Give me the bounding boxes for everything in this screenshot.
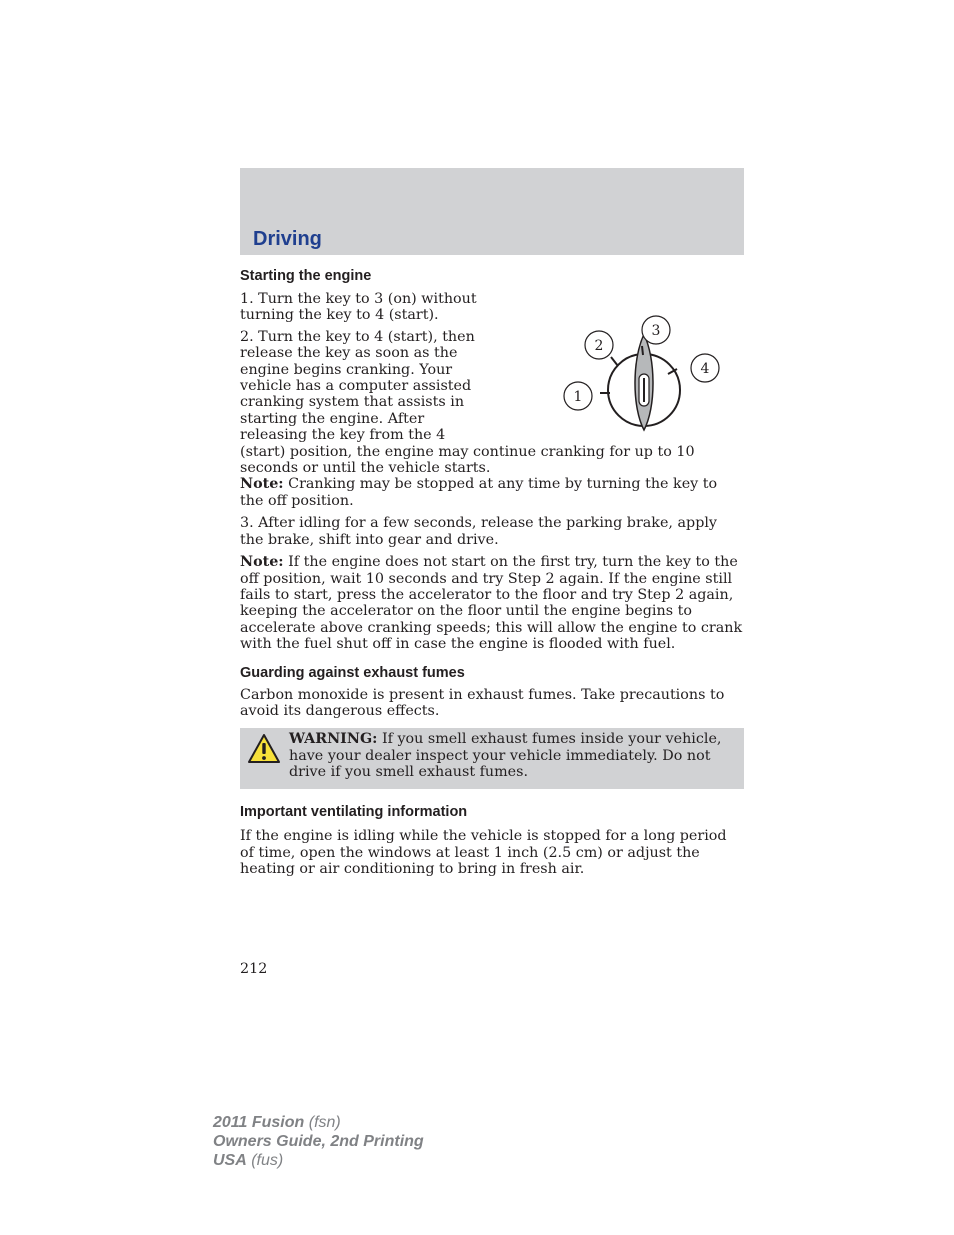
heading-starting-engine: Starting the engine — [240, 268, 372, 284]
position-2-label: 2 — [594, 338, 604, 354]
footer-line-3 — [213, 1151, 424, 1170]
position-3-label: 3 — [651, 323, 661, 339]
page-number: 212 — [240, 961, 268, 977]
step-1-text: 1. Turn the key to 3 (on) without turning the key to 4 (start). — [240, 291, 477, 324]
note-engine-fails — [240, 554, 744, 652]
note-text: Cranking may be stopped at any time by turning the key to the off position. — [240, 476, 718, 509]
footer-market-code: (fus) — [246, 1152, 284, 1169]
warning-text: If you smell exhaust fumes inside your vehicle, have your dealer inspect your vehicle immediately. Do not drive if you smell exhaust fumes. — [289, 731, 722, 781]
step-3-text: 3. After idling for a few seconds, release the parking brake, apply the brake, shift into gear and drive. — [240, 515, 717, 548]
note-label: Note: — [240, 554, 284, 571]
note-text: If the engine does not start on the first try, turn the key to the off position, wait 10 seconds and try Step 2 again. If the engine still fails to start, press the accelerator to the floor and try Step 2 again, keeping the accelerator on the floor until the engine begins to accelerate above cranking speeds; this will allow the engine to crank with the fuel shut off in case the engine is flooded with fuel. — [240, 554, 743, 653]
exhaust-text: Carbon monoxide is present in exhaust fumes. Take precautions to avoid its dangerous effects. — [240, 686, 725, 719]
footer-line-1 — [213, 1113, 424, 1132]
section-header-band — [240, 168, 744, 255]
warning-triangle-icon — [247, 733, 281, 765]
ignition-switch-illustration — [492, 289, 734, 433]
position-1-label: 1 — [573, 389, 583, 405]
ventilating-text: If the engine is idling while the vehicle is stopped for a long period of time, open the windows at least 1 inch (2.5 cm) or adjust the heating or air conditioning to bring in fresh air. — [240, 828, 727, 878]
note-label: Note: — [240, 476, 284, 493]
footer-line-2: Owners Guide, 2nd Printing — [213, 1133, 424, 1150]
footer-market: USA — [213, 1152, 247, 1169]
heading-exhaust-fumes: Guarding against exhaust fumes — [240, 664, 465, 681]
footer-model: 2011 Fusion — [213, 1114, 305, 1131]
tick-position-3 — [642, 346, 643, 355]
warning-box — [240, 728, 744, 789]
step-2-text: 2. Turn the key to 4 (start), then release the key as soon as the engine begins cranking. Your vehicle has a computer assisted cranking system that assists in starting the engine. After releasing the key from the 4 (start) position, the engine may continue cranking for up to 10 seconds or until the vehicle starts. — [240, 328, 695, 477]
heading-ventilating: Important ventilating information — [240, 804, 468, 821]
note-cranking — [240, 476, 744, 509]
section-title: Driving — [253, 228, 322, 250]
page-content — [240, 267, 744, 878]
tick-position-2 — [611, 357, 618, 366]
footer-model-code: (fsn) — [304, 1114, 341, 1131]
footer — [213, 1113, 424, 1170]
warning-label: WARNING: — [289, 731, 378, 748]
position-4-label: 4 — [700, 361, 710, 377]
ignition-diagram — [492, 289, 734, 433]
